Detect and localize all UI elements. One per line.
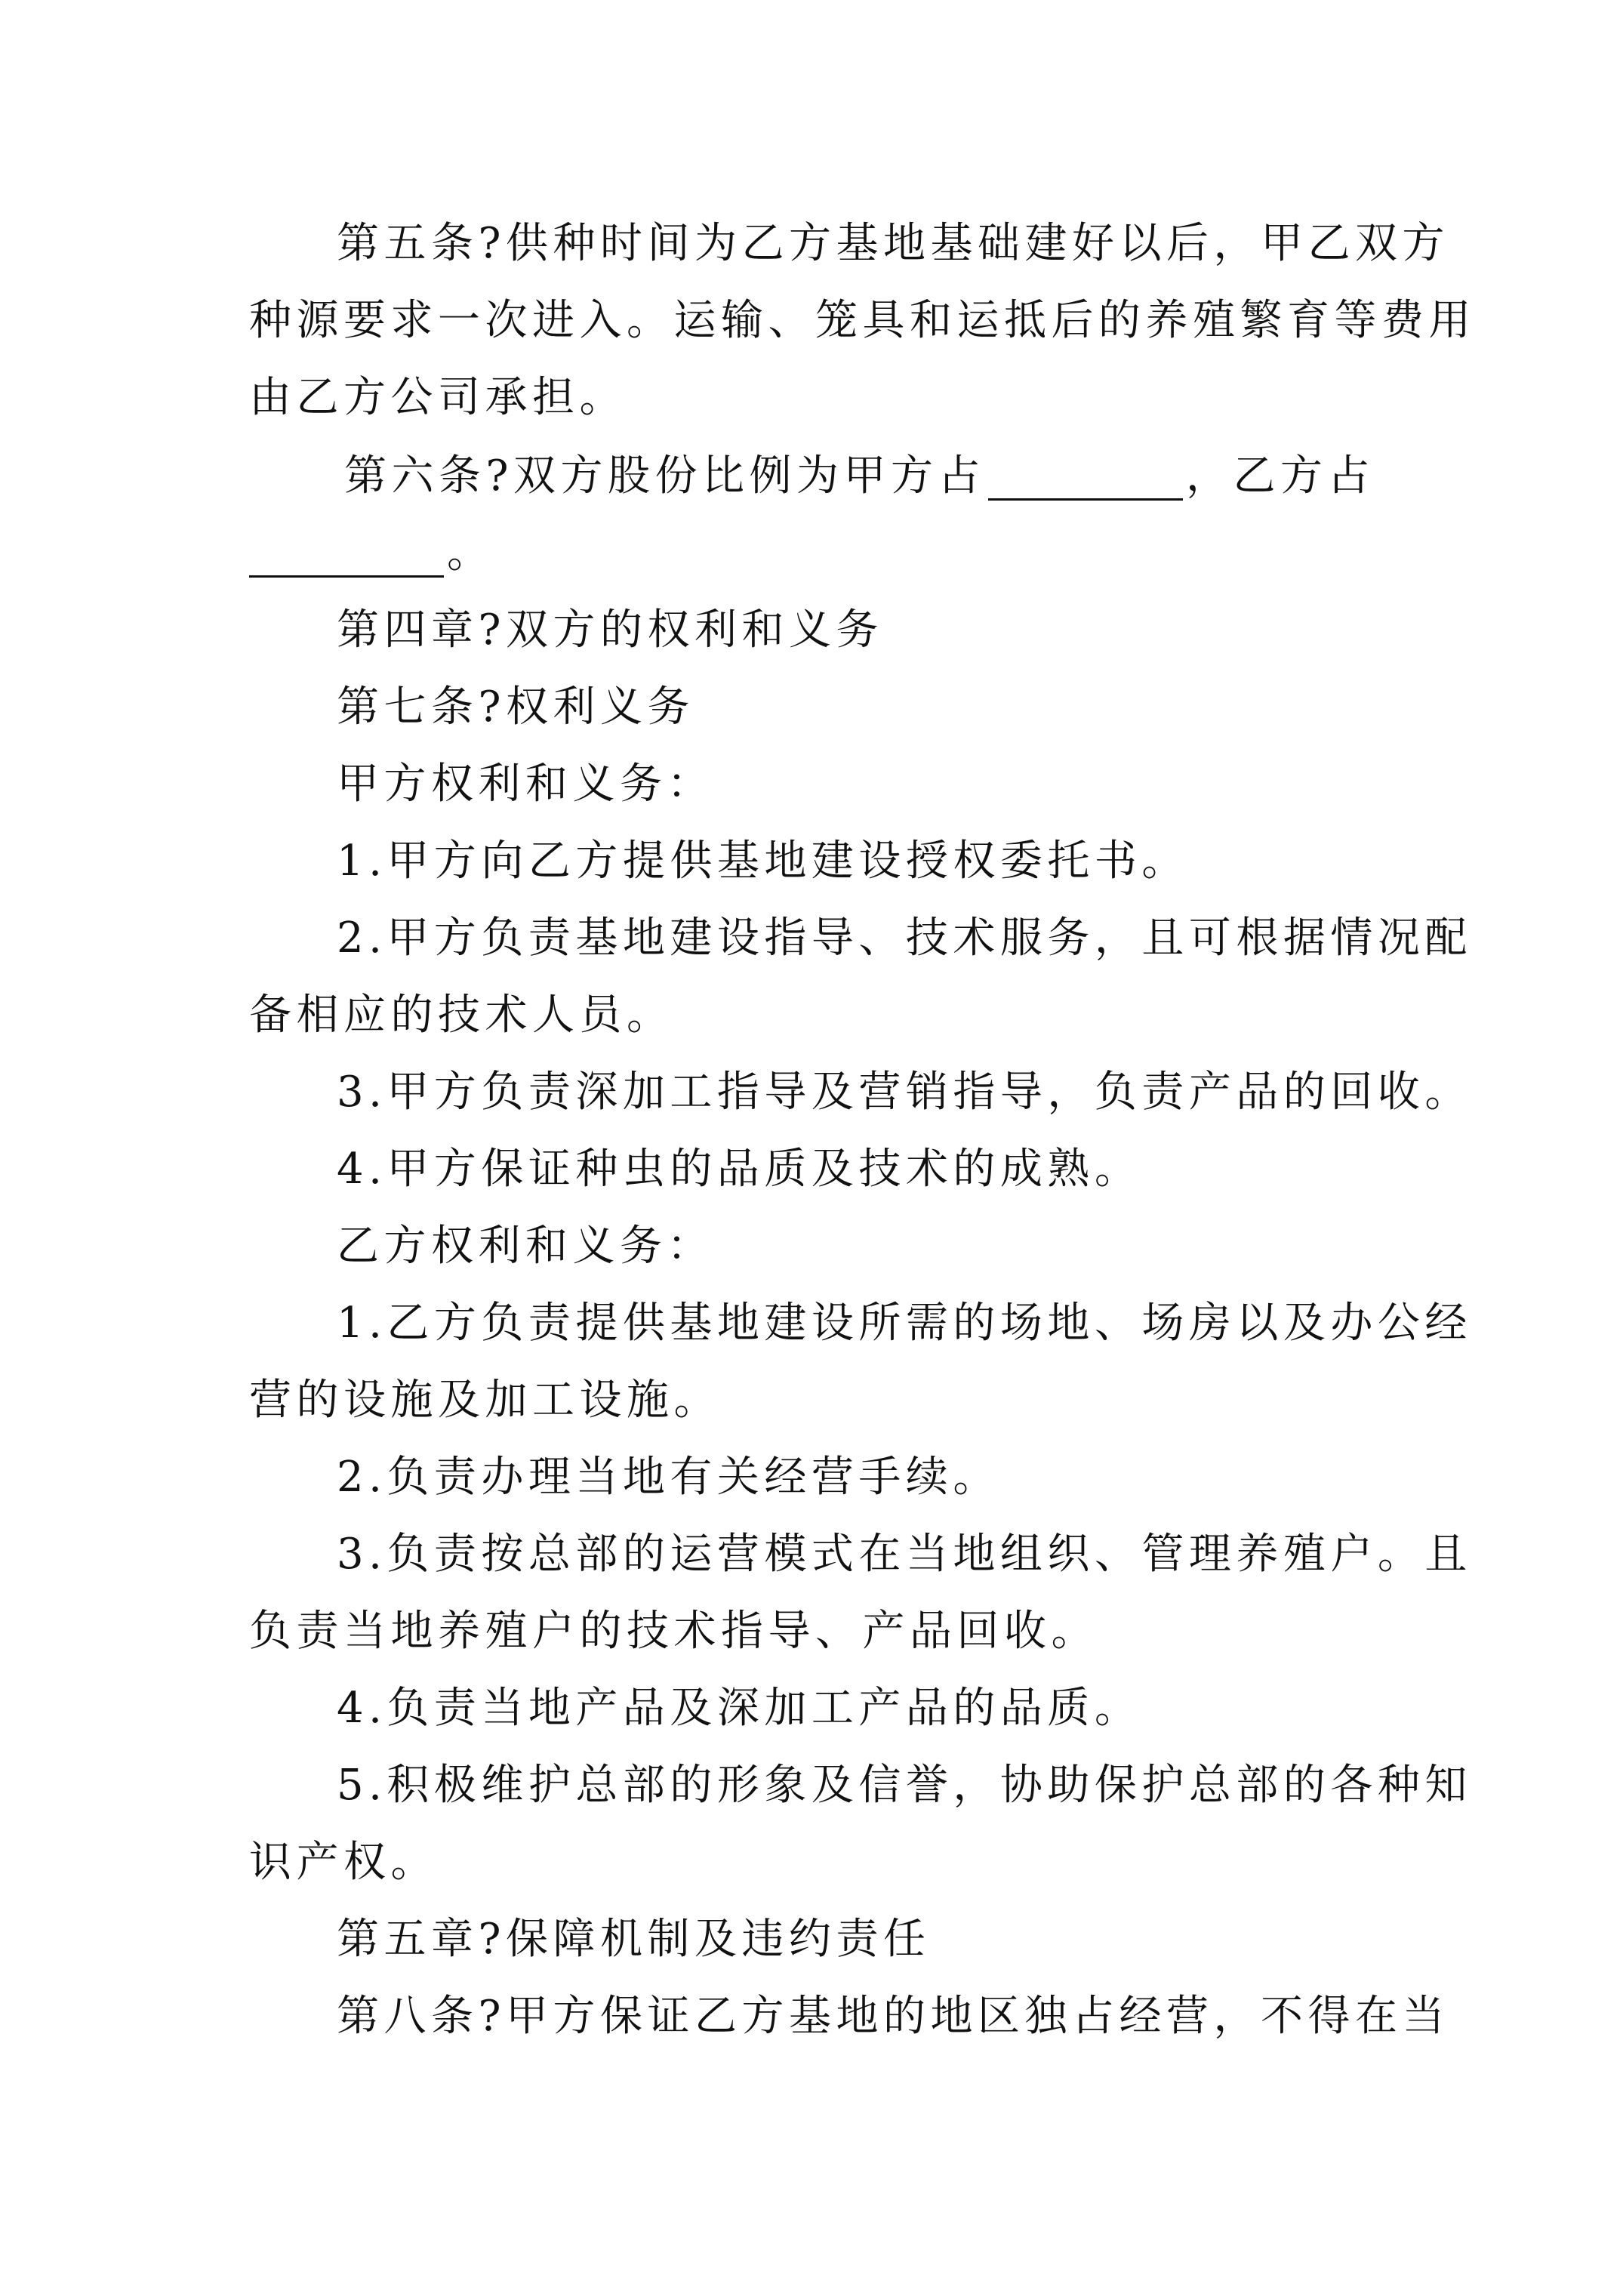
party-a-item-2-line-1: 2.甲方负责基地建设指导、技术服务，且可根据情况配 — [337, 914, 1472, 963]
article-5-line-2: 种源要求一次进入。运输、笼具和运抵后的养殖繁育等费用 — [249, 296, 1476, 345]
party-b-item-4: 4.负责当地产品及深加工产品的品质。 — [337, 1684, 1142, 1733]
party-a-item-1: 1.甲方向乙方提供基地建设授权委托书。 — [337, 837, 1189, 886]
party-a-share-blank — [988, 456, 1183, 501]
party-b-share-blank — [249, 533, 444, 578]
article-6-text-c: 。 — [447, 529, 494, 578]
party-a-heading: 甲方权利和义务： — [337, 760, 714, 809]
party-b-item-1-line-1: 1.乙方负责提供基地建设所需的场地、场房以及办公经 — [337, 1299, 1472, 1348]
article-5-line-1: 第五条?供种时间为乙方基地基础建好以后，甲乙双方 — [337, 219, 1450, 268]
party-a-item-3: 3.甲方负责深加工指导及营销指导，负责产品的回收。 — [337, 1068, 1472, 1117]
chapter-4-heading: 第四章?双方的权利和义务 — [337, 606, 884, 655]
article-7-heading: 第七条?权利义务 — [337, 683, 695, 732]
article-6-text-b: ，乙方占 — [1186, 451, 1375, 501]
article-6-line-2 — [249, 529, 1404, 578]
article-6-line-1 — [344, 452, 1404, 501]
party-b-item-5-line-1: 5.积极维护总部的形象及信誉，协助保护总部的各种知 — [337, 1761, 1472, 1810]
party-b-heading: 乙方权利和义务： — [337, 1222, 714, 1271]
chapter-5-heading: 第五章?保障机制及违约责任 — [337, 1915, 931, 1964]
party-b-item-3-line-1: 3.负责按总部的运营模式在当地组织、管理养殖户。且 — [337, 1530, 1472, 1579]
party-b-item-3-line-2: 负责当地养殖户的技术指导、产品回收。 — [249, 1607, 1098, 1656]
party-b-item-1-line-2: 营的设施及加工设施。 — [249, 1376, 721, 1425]
party-b-item-5-line-2: 识产权。 — [249, 1838, 438, 1887]
article-6-text-a: 第六条?双方股份比例为甲方占 — [344, 451, 986, 501]
party-a-item-4: 4.甲方保证种虫的品质及技术的成熟。 — [337, 1145, 1142, 1194]
article-8-line-1: 第八条?甲方保证乙方基地的地区独占经营，不得在当 — [337, 1992, 1450, 2041]
party-b-item-2: 2.负责办理当地有关经营手续。 — [337, 1453, 1000, 1502]
article-5-line-3: 由乙方公司承担。 — [249, 373, 627, 422]
party-a-item-2-line-2: 备相应的技术人员。 — [249, 991, 674, 1040]
